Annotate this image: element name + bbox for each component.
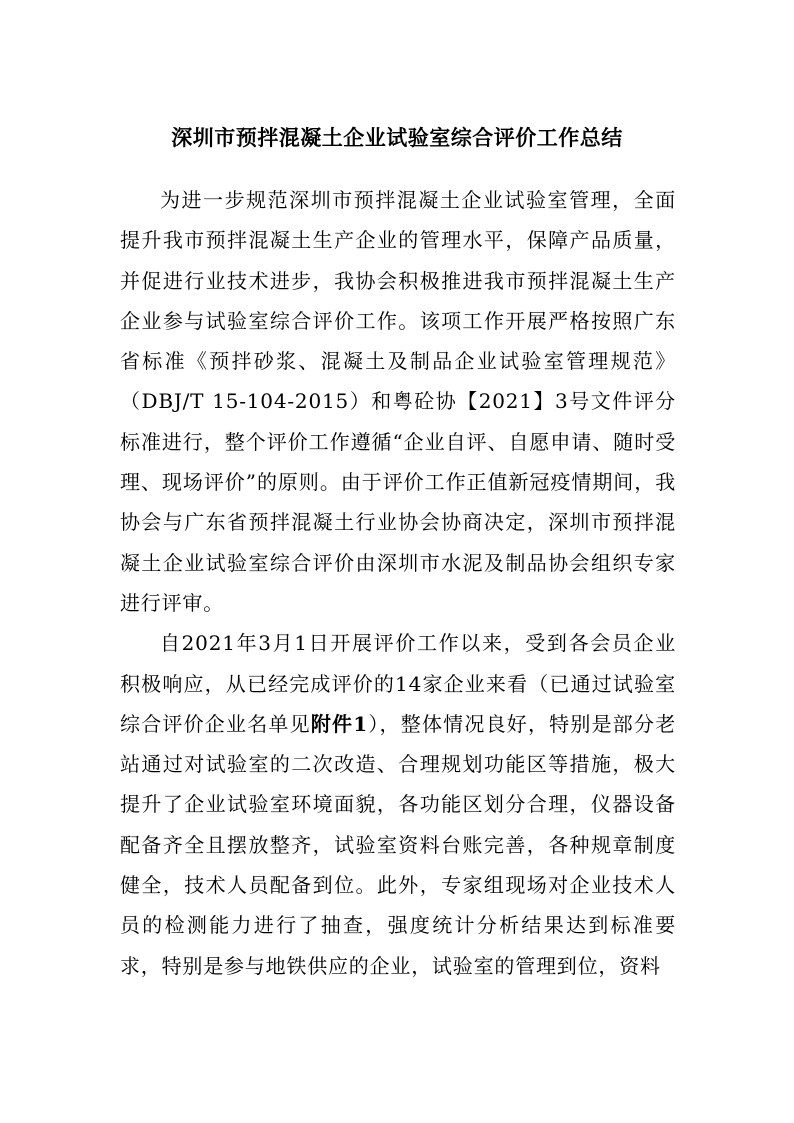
document-title: 深圳市预拌混凝土企业试验室综合评价工作总结 <box>171 125 623 150</box>
paragraph-progress <box>120 623 676 986</box>
paragraph-progress-text-1: 自2021年3月1日开展评价工作以来，受到各会员企业积极响应，从已经完成评价的14家企业来看（已通过试验室综合评价企业名单见 <box>120 631 676 736</box>
attachment-reference: 附件1 <box>310 711 368 736</box>
paragraph-progress-text-2: ），整体情况良好，特别是部分老站通过对试验室的二次改造、合理规划功能区等措施，极大提升了企业试验室环境面貌，各功能区划分合理，仪器设备配备齐全且摆放整齐，试验室资料台账完善，各种规章制度健全，技术人员配备到位。此外，专家组现场对企业技术人员的检测能力进行了抽查，强度统计分析结果达到标准要求，特别是参与地铁供应的企业，试验室的管理到位，资料 <box>120 711 676 978</box>
document-body <box>120 180 676 986</box>
paragraph-intro: 为进一步规范深圳市预拌混凝土企业试验室管理，全面提升我市预拌混凝土生产企业的管理水平，保障产品质量，并促进行业技术进步，我协会积极推进我市预拌混凝土生产企业参与试验室综合评价工作。该项工作开展严格按照广东省标准《预拌砂浆、混凝土及制品企业试验室管理规范》（DBJ/T 15-104-2015）和粤砼协【2021】3号文件评分标准进行，整个评价工作遵循“企业自评、自愿申请、随时受理、现场评价”的原则。由于评价工作正值新冠疫情期间，我协会与广东省预拌混凝土行业协会协商决定，深圳市预拌混凝土企业试验室综合评价由深圳市水泥及制品协会组织专家进行评审。 <box>120 188 676 615</box>
